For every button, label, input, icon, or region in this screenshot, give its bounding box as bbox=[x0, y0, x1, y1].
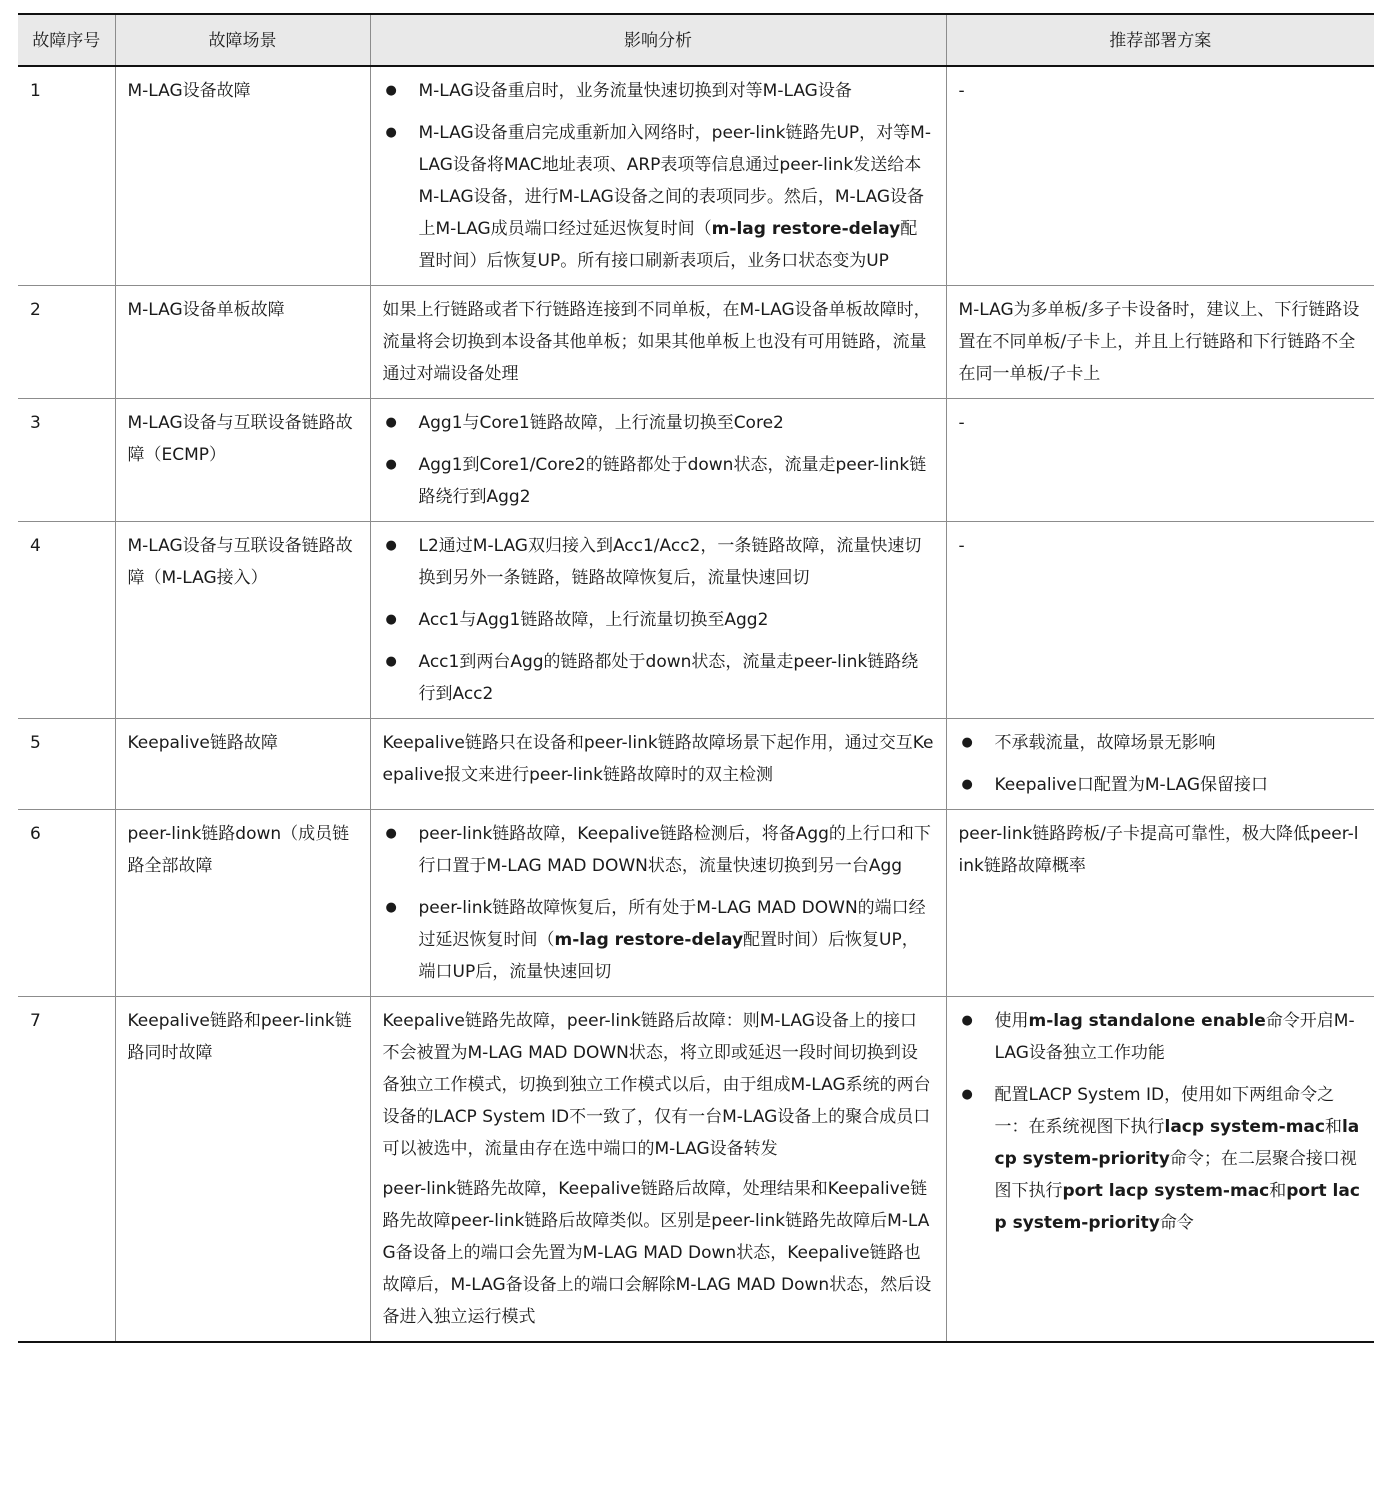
bullet-icon: ● bbox=[961, 1087, 973, 1102]
header-fault-number: 故障序号 bbox=[18, 14, 115, 66]
bullet-list bbox=[959, 727, 1363, 801]
bullet-list bbox=[383, 407, 934, 513]
text-segment: 配置时间）后恢复UP。所有接口刷新表项后，业务口状态变为UP bbox=[418, 219, 918, 271]
header-row bbox=[18, 14, 1374, 66]
recommendation-cell: - bbox=[946, 522, 1374, 719]
table-row bbox=[18, 719, 1374, 810]
list-item bbox=[959, 769, 1363, 801]
command-text: m-lag restore-delay bbox=[554, 930, 744, 950]
list-item bbox=[383, 892, 934, 988]
text-segment: peer-link链路故障，Keepalive链路检测后，将备Agg的上行口和下行口置于M-LAG MAD DOWN状态，流量快速切换到另一台Agg bbox=[418, 824, 931, 876]
table-row bbox=[18, 286, 1374, 399]
text-segment: Agg1与Core1链路故障，上行流量切换至Core2 bbox=[418, 413, 784, 433]
fault-table bbox=[18, 13, 1374, 1343]
bullet-list bbox=[383, 818, 934, 988]
fault-scenario-cell: peer-link链路down（成员链路全部故障 bbox=[115, 810, 370, 997]
fault-number-cell: 5 bbox=[18, 719, 115, 810]
header-impact-analysis: 影响分析 bbox=[370, 14, 946, 66]
text-segment: 不承载流量，故障场景无影响 bbox=[994, 733, 1216, 753]
impact-analysis-cell bbox=[370, 399, 946, 522]
list-item bbox=[383, 646, 934, 710]
list-item bbox=[383, 604, 934, 636]
text-segment: peer-link链路故障恢复后，所有处于M-LAG MAD DOWN的端口经过延迟恢复时间（ bbox=[418, 898, 926, 950]
table-row bbox=[18, 810, 1374, 997]
text-segment: L2通过M-LAG双归接入到Acc1/Acc2，一条链路故障，流量快速切换到另外一条链路，链路故障恢复后，流量快速回切 bbox=[418, 536, 922, 588]
recommendation-cell bbox=[946, 719, 1374, 810]
fault-scenario-cell: Keepalive链路和peer-link链路同时故障 bbox=[115, 997, 370, 1343]
fault-scenario-cell: M-LAG设备单板故障 bbox=[115, 286, 370, 399]
fault-scenario-cell: M-LAG设备与互联设备链路故障（M-LAG接入） bbox=[115, 522, 370, 719]
impact-analysis-cell bbox=[370, 810, 946, 997]
impact-paragraph: peer-link链路先故障，Keepalive链路后故障，处理结果和Keepalive链路先故障peer-link链路后故障类似。区别是peer-link链路先故障后M-LAG备设备上的端口会先置为M-LAG MAD Down状态，Keepalive链路也故障后，M-LAG备设备上的端口会解除M-LAG MAD Down状态，然后设备进入独立运行模式 bbox=[382, 1179, 932, 1327]
impact-analysis-cell: 如果上行链路或者下行链路连接到不同单板，在M-LAG设备单板故障时，流量将会切换到本设备其他单板；如果其他单板上也没有可用链路，流量通过对端设备处理 bbox=[370, 286, 946, 399]
bullet-icon: ● bbox=[961, 777, 973, 792]
fault-scenario-cell: M-LAG设备与互联设备链路故障（ECMP） bbox=[115, 399, 370, 522]
list-item bbox=[383, 407, 934, 439]
bullet-icon: ● bbox=[385, 612, 397, 627]
impact-analysis-cell: Keepalive链路只在设备和peer-link链路故障场景下起作用，通过交互Keepalive报文来进行peer-link链路故障时的双主检测 bbox=[370, 719, 946, 810]
bullet-icon: ● bbox=[385, 125, 397, 140]
recommendation-cell: - bbox=[946, 66, 1374, 286]
bullet-icon: ● bbox=[961, 735, 973, 750]
recommendation-cell: M-LAG为多单板/多子卡设备时，建议上、下行链路设置在不同单板/子卡上，并且上行链路和下行链路不全在同一单板/子卡上 bbox=[946, 286, 1374, 399]
text-segment: M-LAG设备重启完成重新加入网络时，peer-link链路先UP，对等M-LAG设备将MAC地址表项、ARP表项等信息通过peer-link发送给本M-LAG设备，进行M-LAG设备之间的表项同步。然后，M-LAG设备上M-LAG成员端口经过延迟恢复时间（ bbox=[418, 123, 931, 239]
text-segment: 配置LACP System ID，使用如下两组命令之一：在系统视图下执行 bbox=[994, 1085, 1335, 1137]
impact-analysis-cell bbox=[370, 997, 946, 1343]
text-segment: 使用 bbox=[994, 1011, 1029, 1031]
bullet-icon: ● bbox=[385, 654, 397, 669]
text-segment: Acc1与Agg1链路故障，上行流量切换至Agg2 bbox=[418, 610, 769, 630]
text-segment: 和 bbox=[1269, 1181, 1287, 1201]
recommendation-cell: - bbox=[946, 399, 1374, 522]
list-item bbox=[959, 1079, 1363, 1239]
bullet-icon: ● bbox=[385, 826, 397, 841]
bullet-icon: ● bbox=[385, 457, 397, 472]
header-fault-scenario: 故障场景 bbox=[115, 14, 370, 66]
fault-number-cell: 7 bbox=[18, 997, 115, 1343]
table-row bbox=[18, 997, 1374, 1343]
text-segment: Agg1到Core1/Core2的链路都处于down状态，流量走peer-link链路绕行到Agg2 bbox=[418, 455, 927, 507]
text-segment: 命令开启M-LAG设备独立工作功能 bbox=[994, 1011, 1355, 1063]
bullet-icon: ● bbox=[961, 1013, 973, 1028]
table-row bbox=[18, 66, 1374, 286]
text-segment: 命令 bbox=[1159, 1213, 1194, 1233]
list-item bbox=[383, 117, 934, 277]
table-row bbox=[18, 399, 1374, 522]
impact-paragraph: Keepalive链路先故障，peer-link链路后故障：则M-LAG设备上的接口不会被置为M-LAG MAD DOWN状态，将立即或延迟一段时间切换到设备独立工作模式，切换到独立工作模式以后，由于组成M-LAG系统的两台设备的LACP System ID不一致了，仅有一台M-LAG设备上的聚合成员口可以被选中，流量由存在选中端口的M-LAG设备转发 bbox=[382, 1011, 931, 1159]
command-text: port lacp system-priority bbox=[994, 1181, 1360, 1233]
table-body bbox=[18, 66, 1374, 1342]
impact-analysis-cell bbox=[370, 66, 946, 286]
command-text: lacp system-priority bbox=[994, 1117, 1360, 1169]
impact-analysis-cell bbox=[370, 522, 946, 719]
recommendation-cell: peer-link链路跨板/子卡提高可靠性，极大降低peer-link链路故障概率 bbox=[946, 810, 1374, 997]
text-segment: 配置时间）后恢复UP，端口UP后，流量快速回切 bbox=[418, 930, 919, 982]
recommendation-cell bbox=[946, 997, 1374, 1343]
command-text: m-lag standalone enable bbox=[1028, 1011, 1266, 1031]
command-text: port lacp system-mac bbox=[1062, 1181, 1270, 1201]
bullet-list bbox=[959, 1005, 1363, 1239]
text-segment: 命令；在二层聚合接口视图下执行 bbox=[994, 1149, 1357, 1201]
list-item bbox=[959, 727, 1363, 759]
bullet-list bbox=[383, 75, 934, 277]
bullet-list bbox=[383, 530, 934, 710]
text-segment: Acc1到两台Agg的链路都处于down状态，流量走peer-link链路绕行到Acc2 bbox=[418, 652, 919, 704]
list-item bbox=[383, 75, 934, 107]
bullet-icon: ● bbox=[385, 900, 397, 915]
bullet-icon: ● bbox=[385, 415, 397, 430]
header-recommended-deployment: 推荐部署方案 bbox=[946, 14, 1374, 66]
fault-number-cell: 4 bbox=[18, 522, 115, 719]
fault-number-cell: 1 bbox=[18, 66, 115, 286]
list-item bbox=[383, 449, 934, 513]
fault-scenario-cell: Keepalive链路故障 bbox=[115, 719, 370, 810]
table-row bbox=[18, 522, 1374, 719]
text-segment: Keepalive口配置为M-LAG保留接口 bbox=[994, 775, 1269, 795]
command-text: lacp system-mac bbox=[1164, 1117, 1325, 1137]
list-item bbox=[383, 818, 934, 882]
fault-scenario-cell: M-LAG设备故障 bbox=[115, 66, 370, 286]
fault-number-cell: 3 bbox=[18, 399, 115, 522]
list-item bbox=[383, 530, 934, 594]
bullet-icon: ● bbox=[385, 538, 397, 553]
fault-number-cell: 6 bbox=[18, 810, 115, 997]
text-segment: M-LAG设备重启时，业务流量快速切换到对等M-LAG设备 bbox=[418, 81, 852, 101]
command-text: m-lag restore-delay bbox=[711, 219, 901, 239]
list-item bbox=[959, 1005, 1363, 1069]
fault-number-cell: 2 bbox=[18, 286, 115, 399]
text-segment: 和 bbox=[1324, 1117, 1342, 1137]
bullet-icon: ● bbox=[385, 83, 397, 98]
